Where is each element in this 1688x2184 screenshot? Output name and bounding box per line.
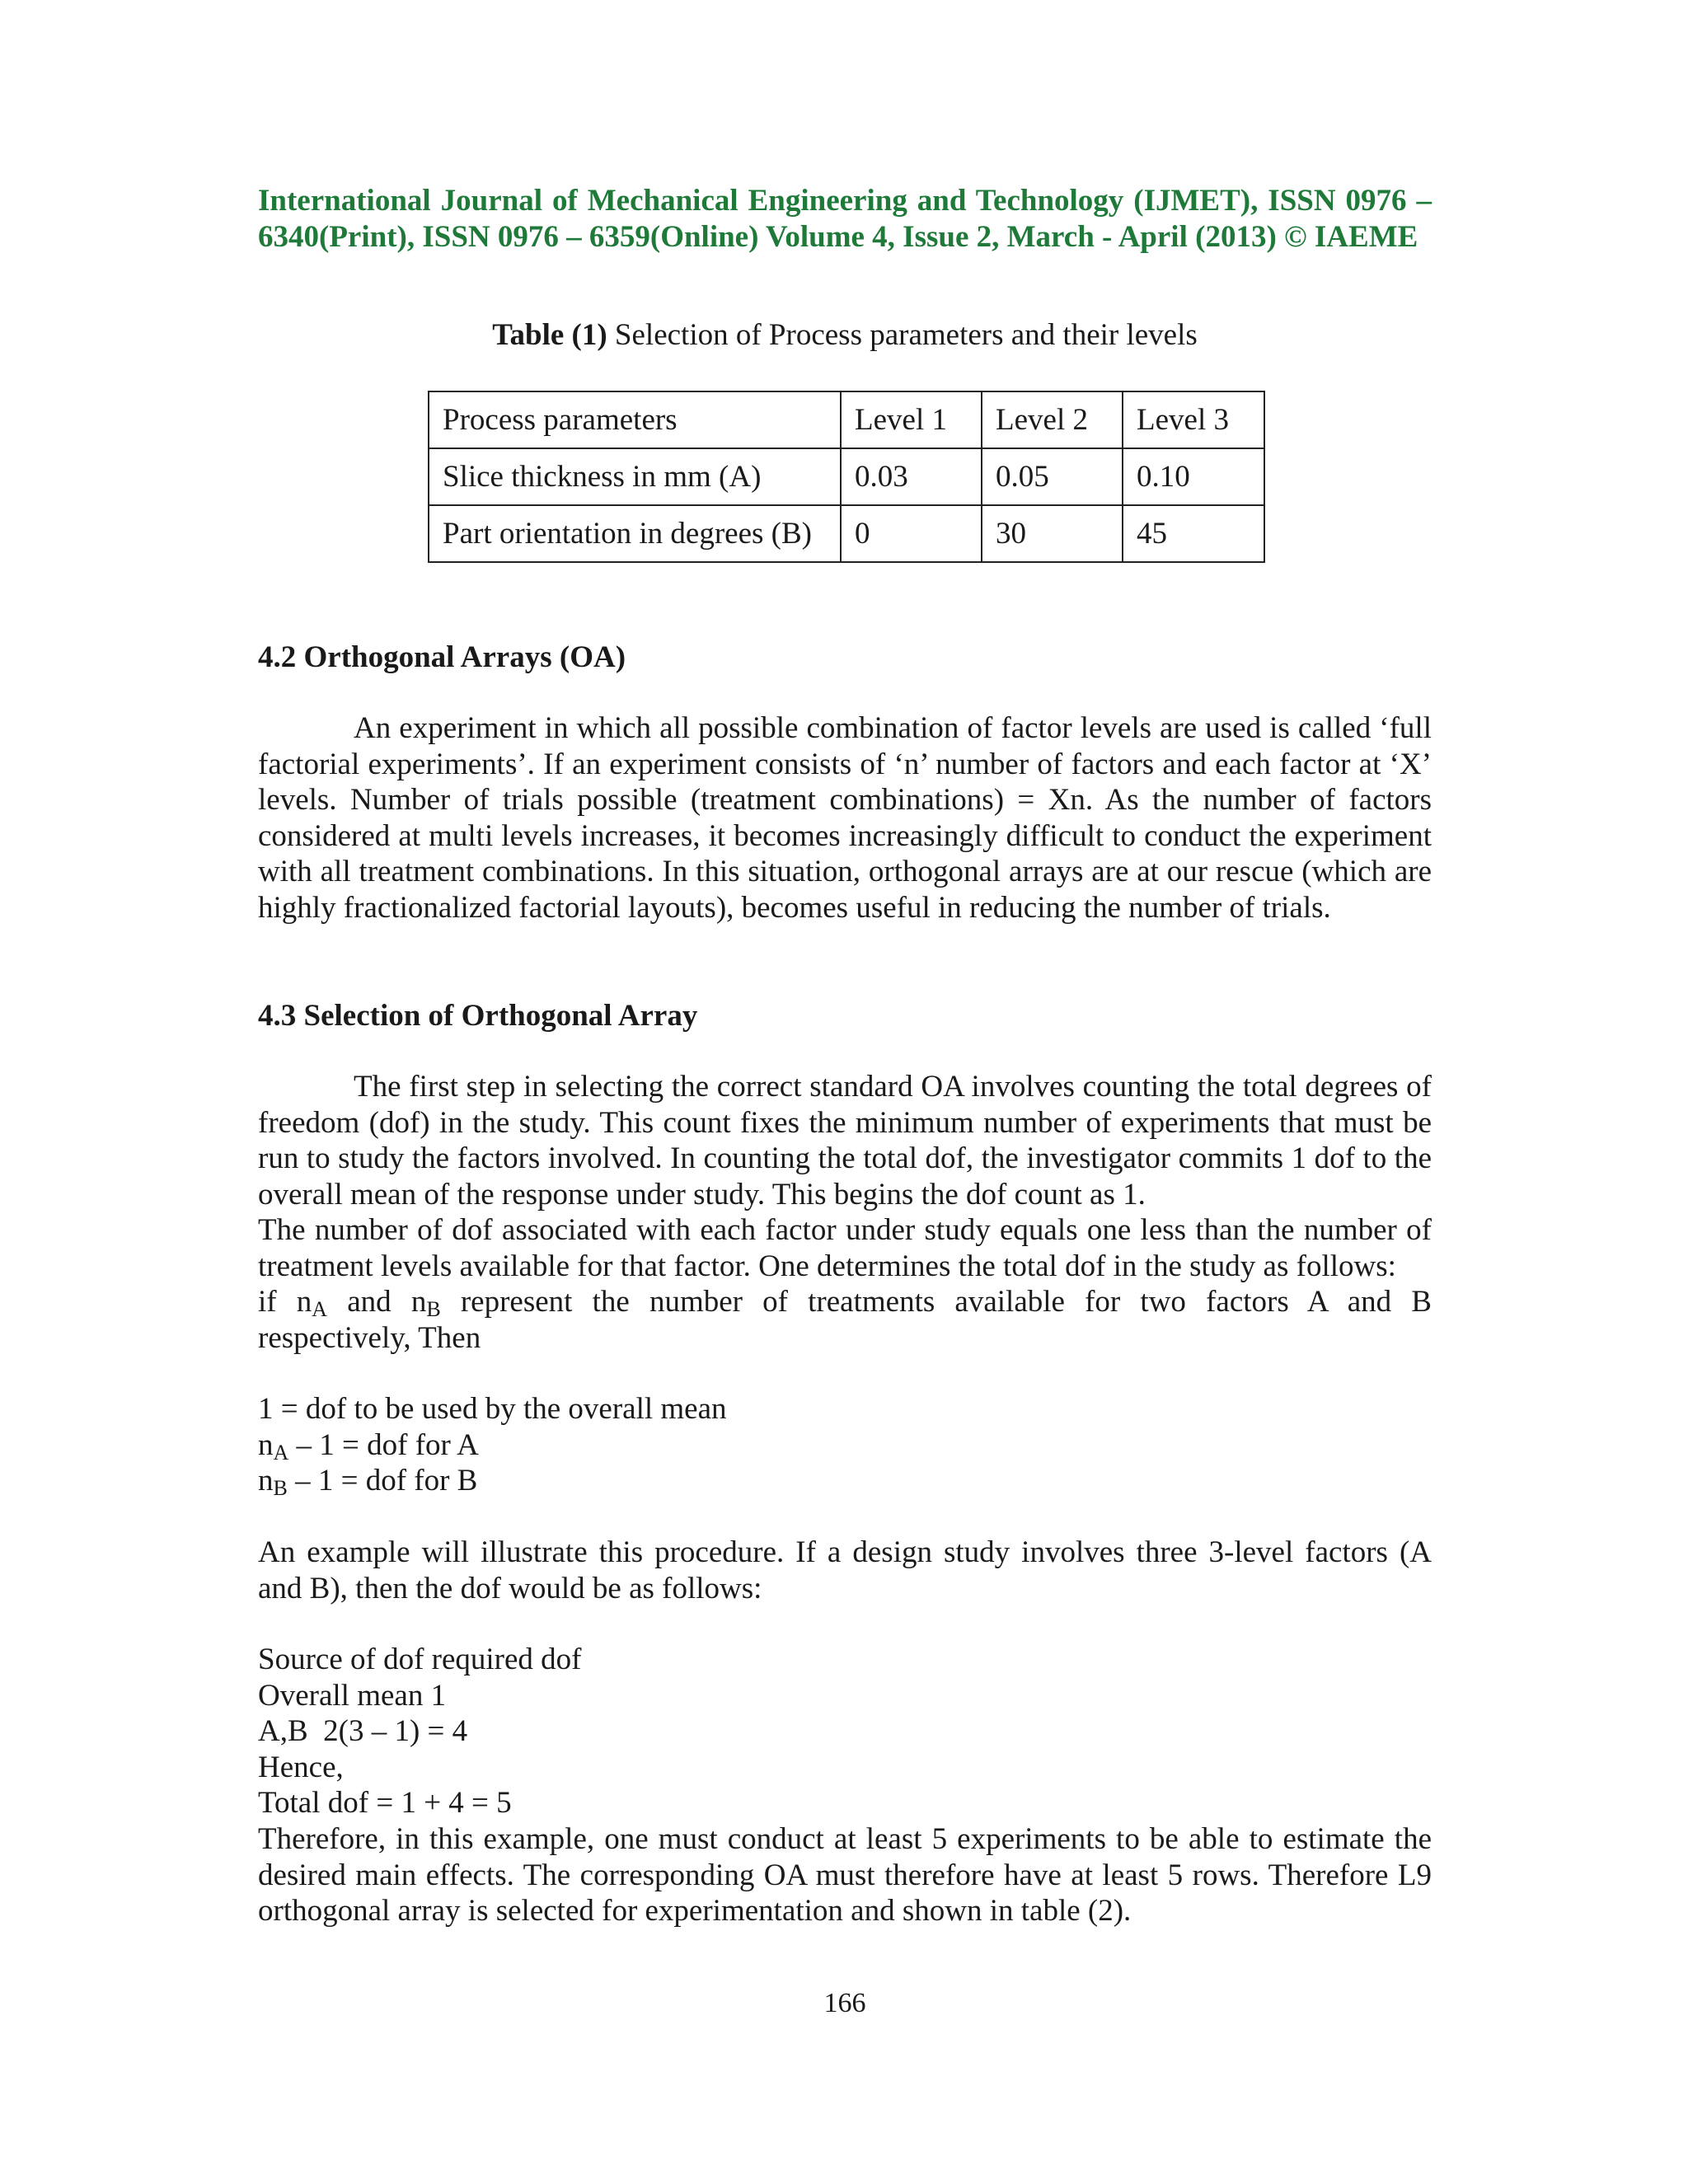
section-4-2-heading: 4.2 Orthogonal Arrays (OA)	[258, 640, 626, 674]
section-4-3-paragraph-3	[258, 1284, 1432, 1356]
dof-for-b	[258, 1463, 1432, 1499]
text-if: if n	[258, 1285, 312, 1319]
calc-line-ab: A,B 2(3 – 1) = 4	[258, 1714, 468, 1748]
table-cell: Process parameters	[429, 391, 841, 448]
dof-b-prefix: n	[258, 1464, 274, 1497]
paragraph-3-line-2: respectively, Then	[258, 1320, 481, 1355]
dof-a-rest: – 1 = dof for A	[288, 1427, 479, 1462]
subscript-b: B	[426, 1297, 441, 1321]
section-4-3-paragraph-2: The number of dof associated with each factor under study equals one less than the number of treatment levels available for that factor. One determines the total dof in the study as follows:	[258, 1213, 1432, 1283]
subscript-a: A	[312, 1297, 328, 1321]
dof-overall-mean: 1 = dof to be used by the overall mean	[258, 1392, 727, 1426]
dof-b-rest: – 1 = dof for B	[287, 1464, 478, 1497]
table-cell: 30	[982, 505, 1123, 562]
journal-header-line-2: 6340(Print), ISSN 0976 – 6359(Online) Volume 4, Issue 2, March - April (2013) © IAEME	[258, 220, 1418, 254]
dof-definitions	[258, 1391, 1432, 1499]
dof-a-subscript: A	[273, 1440, 289, 1465]
table-cell: Level 3	[1123, 391, 1264, 448]
table-cell: 0.03	[841, 448, 982, 505]
text-and: and n	[327, 1285, 427, 1319]
section-4-3-heading: 4.3 Selection of Orthogonal Array	[258, 999, 698, 1033]
journal-header	[258, 183, 1432, 255]
table-cell: Part orientation in degrees (B)	[429, 505, 841, 562]
dof-b-subscript: B	[273, 1476, 288, 1500]
table-1-caption	[258, 317, 1432, 354]
table-1-caption-text: Selection of Process parameters and their levels	[607, 318, 1198, 352]
paragraph-3-line-1	[258, 1284, 1432, 1320]
table-cell: 0.10	[1123, 448, 1264, 505]
table-row	[429, 391, 1264, 448]
table-cell: 0.05	[982, 448, 1123, 505]
table-cell: Level 1	[841, 391, 982, 448]
calc-line-source: Source of dof required dof	[258, 1643, 582, 1676]
dof-a-prefix: n	[258, 1427, 274, 1462]
journal-header-line-1: International Journal of Mechanical Engineering and Technology (IJMET), ISSN 0976 –	[258, 184, 1432, 218]
process-parameters-table	[428, 391, 1265, 563]
calc-line-overall-mean: Overall mean 1	[258, 1678, 447, 1713]
table-cell: 45	[1123, 505, 1264, 562]
section-4-2-paragraph: An experiment in which all possible combination of factor levels are used is called ‘full factorial experiments’. If an experiment consists of ‘n’ number of factors and each factor at ‘X’ levels. Number of trials possible (treatment combinations) = Xn. As the number of factors considered at multi levels increases, it becomes increasingly difficult to conduct the experiment with all treatment combinations. In this situation, orthogonal arrays are at our rescue (which are highly fractionalized factorial layouts), becomes useful in reducing the number of trials.	[258, 711, 1432, 925]
table-row	[429, 448, 1264, 505]
section-4-3-paragraph-1: The first step in selecting the correct standard OA involves counting the total degrees of freedom (dof) in the study. This count fixes the minimum number of experiments that must be run to study the factors involved. In counting the total dof, the investigator commits 1 dof to the overall mean of the response under study. This begins the dof count as 1.	[258, 1070, 1432, 1212]
calc-line-total: Total dof = 1 + 4 = 5	[258, 1786, 512, 1820]
text-rest: represent the number of treatments available for two factors A and B	[440, 1285, 1432, 1319]
example-line-2: and B), then the dof would be as follows:	[258, 1571, 762, 1605]
table-cell: 0	[841, 505, 982, 562]
example-line-1: An example will illustrate this procedure. If a design study involves three 3-level factors (A	[258, 1535, 1432, 1569]
table-1-caption-label: Table (1)	[492, 318, 607, 352]
dof-for-a	[258, 1427, 1432, 1464]
table-cell: Level 2	[982, 391, 1123, 448]
page-number: 166	[823, 1988, 866, 2018]
table-cell: Slice thickness in mm (A)	[429, 448, 841, 505]
example-paragraph	[258, 1535, 1432, 1606]
table-row	[429, 505, 1264, 562]
dof-calculation	[258, 1642, 1432, 1821]
conclusion-paragraph: Therefore, in this example, one must conduct at least 5 experiments to be able to estimate the desired main effects. The corresponding OA must therefore have at least 5 rows. Therefore L9 orthogonal array is selected for experimentation and shown in table (2).	[258, 1822, 1432, 1928]
calc-line-hence: Hence,	[258, 1750, 344, 1784]
